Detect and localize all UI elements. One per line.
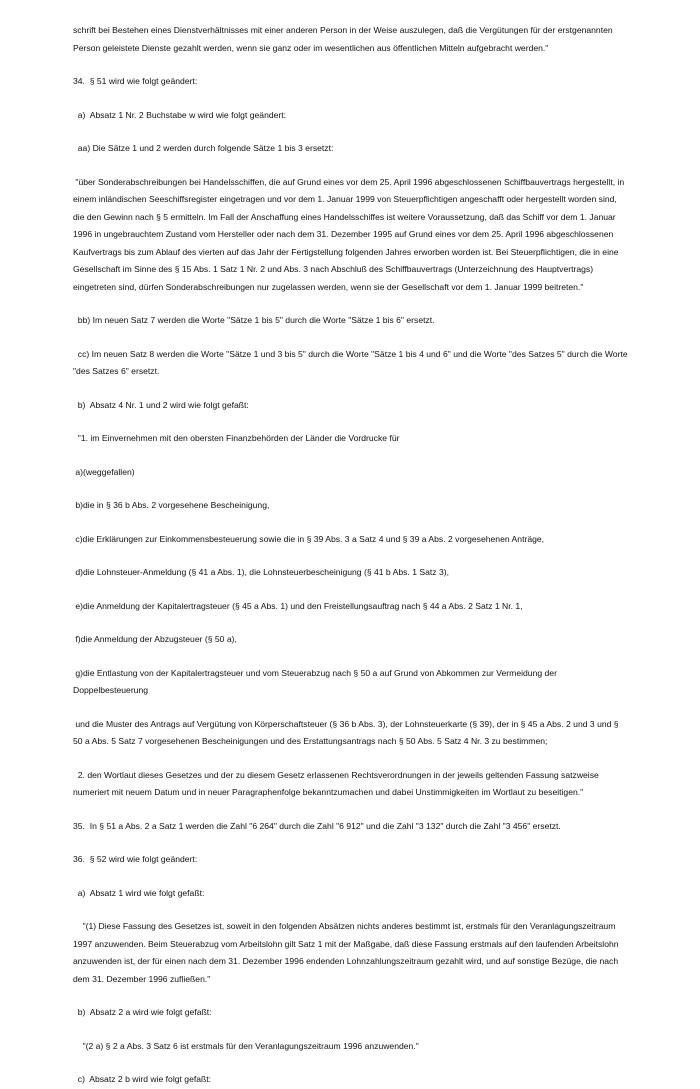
list-item-g: g)die Entlastung von der Kapitalertragsteuer und vom Steuerabzug nach § 50 a auf Grund von Abkommen zur Vermeidung der Doppelbesteuerung — [73, 667, 560, 695]
paragraph-36-b: b) Absatz 2 a wird wie folgt gefaßt: — [73, 1007, 212, 1017]
paragraph-item-36: 36. § 52 wird wie folgt geändert: — [73, 854, 198, 864]
list-item-f: f)die Anmeldung der Abzugsteuer (§ 50 a), — [73, 634, 237, 644]
list-item-e: e)die Anmeldung der Kapitalertragsteuer (§ 45 a Abs. 1) und den Freistellungsauftrag nach § 44 a Abs. 2 Satz 1 Nr. 1, — [73, 600, 523, 611]
list-item-d: d)die Lohnsteuer-Anmeldung (§ 41 a Abs. 1), die Lohnsteuerbescheinigung (§ 41 b Abs. 1 Satz 3), — [73, 567, 449, 577]
paragraph-34-b: b) Absatz 4 Nr. 1 und 2 wird wie folgt gefaßt: — [73, 399, 249, 410]
paragraph-36-a: a) Absatz 1 wird wie folgt gefaßt: — [73, 887, 205, 898]
paragraph-34-b-2: 2. den Wortlaut dieses Gesetzes und der zu diesem Gesetz erlassenen Rechtsverordnungen in der jeweils geltenden Fassung satzweise numeriert mit neuem Datum und in neuer Paragraphenfolge bekanntzumachen und dabei Unstimmigkeiten im Wortlaut zu beseitigen." — [73, 769, 602, 797]
paragraph-36-c: c) Absatz 2 b wird wie folgt gefaßt: — [73, 1074, 212, 1084]
paragraph-34-a: a) Absatz 1 Nr. 2 Buchstabe w wird wie folgt geändert: — [73, 109, 287, 120]
paragraph-36-b-text: "(2 a) § 2 a Abs. 3 Satz 6 ist erstmals für den Veranlagungszeitraum 1996 anzuwenden." — [73, 1040, 419, 1051]
paragraph-34-b-1-tail: und die Muster des Antrags auf Vergütung von Körperschaftsteuer (§ 36 b Abs. 3), der Lohnsteuerkarte (§ 39), der in § 45 a Abs. 2 und 3 und § 50 a Abs. 5 Satz 7 vorgesehenen Bescheinigungen und des Erstattungsantrags nach § 50 Abs. 5 Satz 4 Nr. 3 zu bestimmen; — [73, 718, 621, 746]
paragraph-34-a-bb: bb) Im neuen Satz 7 werden die Worte "Sätze 1 bis 5" durch die Worte "Sätze 1 bis 6" ersetzt. — [73, 315, 435, 325]
paragraph-continuation: schrift bei Bestehen eines Dienstverhältnisses mit einer anderen Person in der Weise auszulegen, daß die Vergütungen für der erstgenannten Person geleistete Dienste gezahlt werden, wenn sie ganz oder im wesentlichen aus öffentlichen Mitteln aufgebracht werden." — [73, 25, 616, 53]
paragraph-item-34: 34. § 51 wird wie folgt geändert: — [73, 76, 198, 86]
paragraph-34-a-aa-text: "über Sonderabschreibungen bei Handelsschiffen, die auf Grund eines vor dem 25. April 1996 abgeschlossenen Schiffbauvertrags hergestellt, in einem inländischen Seeschiffsregister eingetragen und vor dem 1. Januar 1999 von Steuerpflichtigen angeschafft oder hergestellt worden sind, die den Gewinn nach § 5 ermitteln. Im Fall der Anschaffung eines Handelsschiffes ist weitere Voraussetzung, daß das Schiff vor dem 1. Januar 1996 in ungebrauchtem Zustand vom Hersteller oder nach dem 31. Dezember 1995 auf Grund eines vor dem 25. April 1996 abgeschlossenen Kaufvertrags bis zum Ablauf des vierten auf das Jahr der Fertigstellung folgenden Jahres erworben worden ist. Bei Steuerpflichtigen, die in eine Gesellschaft im Sinne des § 15 Abs. 1 Satz 1 Nr. 2 und Abs. 3 nach Abschluß des Schiffbauvertrags (Unterzeichnung des Hauptvertrags) eingetreten sind, dürfen Sonderabschreibungen nur zugelassen werden, wenn sie der Gesellschaft vor dem 1. Januar 1999 beitreten." — [73, 176, 627, 292]
paragraph-36-a-text: "(1) Diese Fassung des Gesetzes ist, soweit in den folgenden Absätzen nichts anderes bestimmt ist, erstmals für den Veranlagungszeitraum 1997 anzuwenden. Beim Steuerabzug vom Arbeitslohn gilt Satz 1 mit der Maßgabe, daß diese Fassung erstmals auf den laufenden Arbeitslohn anzuwenden ist, der für einen nach dem 31. Dezember 1996 endenden Lohnzahlungszeitraum gezahlt wird, und auf sonstige Bezüge, die nach dem 31. Dezember 1996 zufließen." — [73, 921, 621, 984]
document-page — [73, 22, 629, 1089]
list-item-a: a)(weggefallen) — [73, 466, 135, 477]
paragraph-34-b-1: "1. im Einvernehmen mit den obersten Finanzbehörden der Länder die Vordrucke für — [73, 433, 400, 443]
list-item-b: b)die in § 36 b Abs. 2 vorgesehene Bescheinigung, — [73, 500, 270, 510]
paragraph-item-35: 35. In § 51 a Abs. 2 a Satz 1 werden die Zahl "6 264" durch die Zahl "6 912" und die Zahl "3 132" durch die Zahl "3 456" ersetzt. — [73, 820, 561, 831]
paragraph-34-a-aa: aa) Die Sätze 1 und 2 werden durch folgende Sätze 1 bis 3 ersetzt: — [73, 143, 334, 153]
list-item-c: c)die Erklärungen zur Einkommensbesteuerung sowie die in § 39 Abs. 3 a Satz 4 und § 39 a Abs. 2 vorgesehenen Anträge, — [73, 533, 545, 544]
paragraph-34-a-cc: cc) Im neuen Satz 8 werden die Worte "Sätze 1 und 3 bis 5" durch die Worte "Sätze 1 bis 4 und 6" und die Worte "des Satzes 5" durch die Worte "des Satzes 6" ersetzt. — [73, 348, 630, 376]
